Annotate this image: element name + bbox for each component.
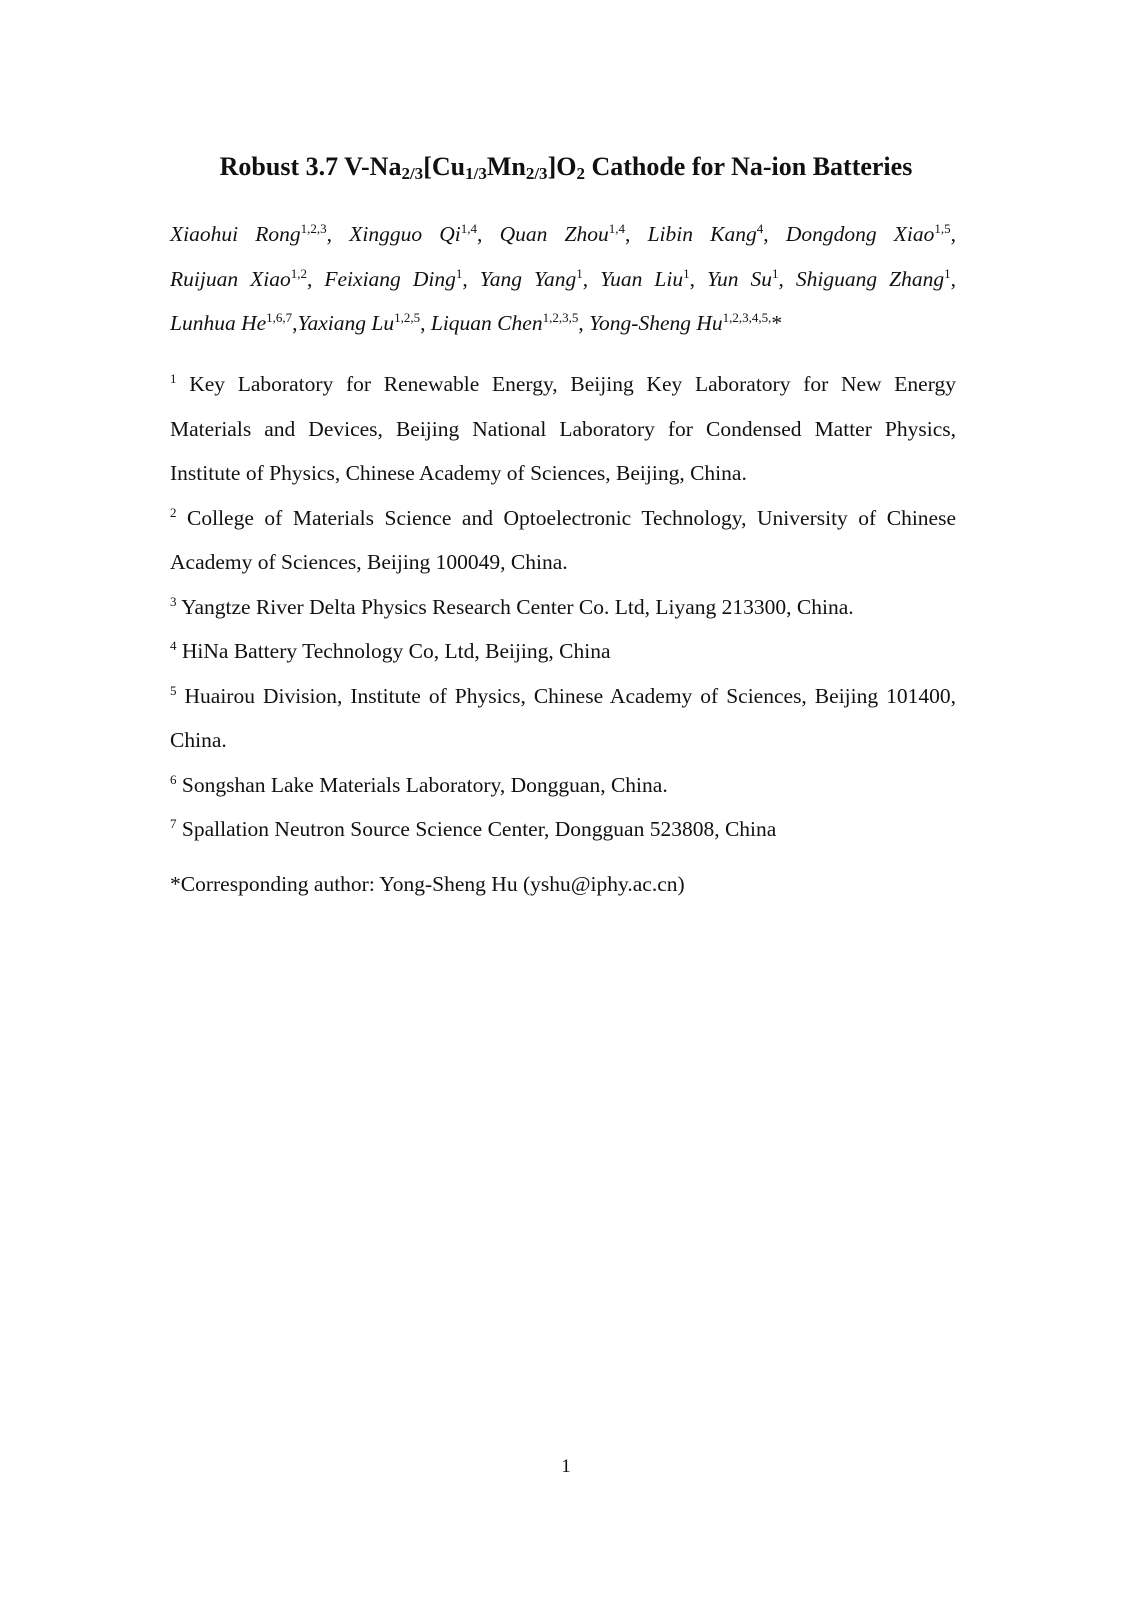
author-affiliation-marker: 4: [756, 221, 764, 236]
author-name: Yong-Sheng Hu: [589, 311, 723, 335]
author-name: Lunhua He: [170, 311, 267, 335]
author-separator: ,: [420, 311, 431, 335]
affiliation-item: [170, 496, 956, 585]
affiliation-number: 3: [170, 593, 177, 609]
author-separator: ,: [778, 266, 796, 291]
author-name: Yuan Liu: [600, 266, 684, 291]
affiliation-text: Yangtze River Delta Physics Research Center Co. Ltd, Liyang 213300, China.: [176, 594, 854, 619]
title-subscript: 1/3: [465, 164, 487, 183]
title-subscript: 2: [576, 164, 585, 183]
author-separator: ,: [625, 222, 648, 246]
author-affiliation-marker: 1,2,5: [394, 310, 421, 325]
author-line-1: [170, 212, 956, 257]
title-text: [Cu: [423, 152, 466, 181]
author-affiliation-marker: 1,2: [290, 265, 307, 281]
author-affiliation-marker: 1,6,7: [266, 310, 293, 325]
affiliation-text: Songshan Lake Materials Laboratory, Dongguan, China.: [176, 772, 668, 797]
author-name: Xingguo Qi: [349, 222, 461, 246]
author-separator: ,: [292, 311, 298, 335]
author-name: Quan Zhou: [499, 222, 609, 246]
affiliation-item: [170, 674, 956, 763]
author-separator: ,: [689, 266, 707, 291]
title-subscript: 2/3: [525, 164, 548, 183]
affiliation-item: [170, 629, 956, 674]
author-separator: ,: [582, 266, 601, 291]
author-affiliation-marker: 1,2,3,4,5,: [722, 310, 772, 325]
paper-title: [0, 150, 1132, 184]
author-name: Libin Kang: [647, 222, 757, 246]
author-name: Ruijuan Xiao: [170, 266, 291, 291]
affiliation-text: Spallation Neutron Source Science Center, Dongguan 523808, China: [176, 817, 777, 841]
author-affiliation-marker: 1,5: [934, 221, 951, 236]
author-affiliation-marker: 1: [455, 265, 463, 281]
author-name: Yang Yang: [479, 266, 577, 291]
title-text: Mn: [486, 152, 526, 181]
author-affiliation-marker: 1: [683, 265, 690, 281]
corresponding-author: *Corresponding author: Yong-Sheng Hu (yshu@iphy.ac.cn): [170, 872, 685, 896]
author-separator: ,: [477, 222, 500, 246]
author-affiliation-marker: 1,2,3,5: [542, 310, 579, 325]
author-affiliation-marker: 1: [772, 265, 779, 281]
author-separator: ,: [462, 266, 480, 291]
author-separator: ,: [306, 266, 325, 291]
author-name: Xiaohui Rong: [170, 222, 301, 246]
author-name: Dongdong Xiao: [785, 222, 935, 246]
author-name: Feixiang Ding: [324, 266, 456, 291]
affiliation-number: 1: [170, 371, 177, 386]
author-affiliation-marker: 1: [576, 265, 583, 281]
author-name: Shiguang Zhang: [795, 266, 945, 291]
affiliation-number: 6: [170, 771, 177, 787]
affiliation-list: [170, 362, 956, 852]
affiliation-text: Key Laboratory for Renewable Energy, Beijing Key Laboratory for New Energy Materials and Devices, Beijing National Laboratory for Condensed Matter Physics, Institute of Physics, Chinese Academy of Sciences, Beijing, China.: [170, 372, 956, 485]
author-separator: ,: [578, 311, 590, 335]
author-separator: ,: [950, 222, 957, 246]
author-affiliation-marker: 1,4: [608, 221, 625, 236]
affiliation-item: [170, 763, 956, 808]
affiliation-number: 5: [170, 682, 177, 698]
author-name: Yaxiang Lu: [297, 311, 395, 335]
affiliation-item: [170, 362, 956, 496]
affiliation-text: Huairou Division, Institute of Physics, Chinese Academy of Sciences, Beijing 101400, China.: [170, 683, 956, 752]
affiliation-number: 4: [170, 638, 177, 653]
author-separator: *: [771, 311, 783, 335]
title-subscript: 2/3: [401, 164, 424, 183]
affiliation-number: 7: [170, 816, 177, 831]
author-separator: ,: [950, 266, 957, 291]
author-name: Yun Su: [707, 266, 773, 291]
author-affiliation-marker: 1,4: [460, 221, 478, 236]
author-affiliation-marker: 1: [944, 265, 951, 281]
author-list: [170, 212, 956, 346]
affiliation-item: [170, 585, 956, 630]
affiliation-item: [170, 807, 956, 852]
title-text: ]O: [547, 152, 577, 181]
author-separator: ,: [763, 222, 786, 246]
title-text: Cathode for Na-ion Batteries: [584, 152, 913, 181]
author-separator: ,: [326, 222, 350, 246]
affiliation-number: 2: [170, 504, 177, 520]
author-line-2: [170, 257, 956, 302]
author-line-3: [170, 301, 956, 346]
affiliation-text: College of Materials Science and Optoelectronic Technology, University of Chinese Academy of Sciences, Beijing 100049, China.: [170, 505, 956, 574]
author-affiliation-marker: 1,2,3: [300, 221, 327, 236]
author-name: Liquan Chen: [430, 311, 543, 335]
affiliation-text: HiNa Battery Technology Co, Ltd, Beijing, China: [176, 639, 611, 663]
title-text: Robust 3.7 V-Na: [219, 152, 402, 181]
page-number: 1: [561, 1456, 571, 1477]
